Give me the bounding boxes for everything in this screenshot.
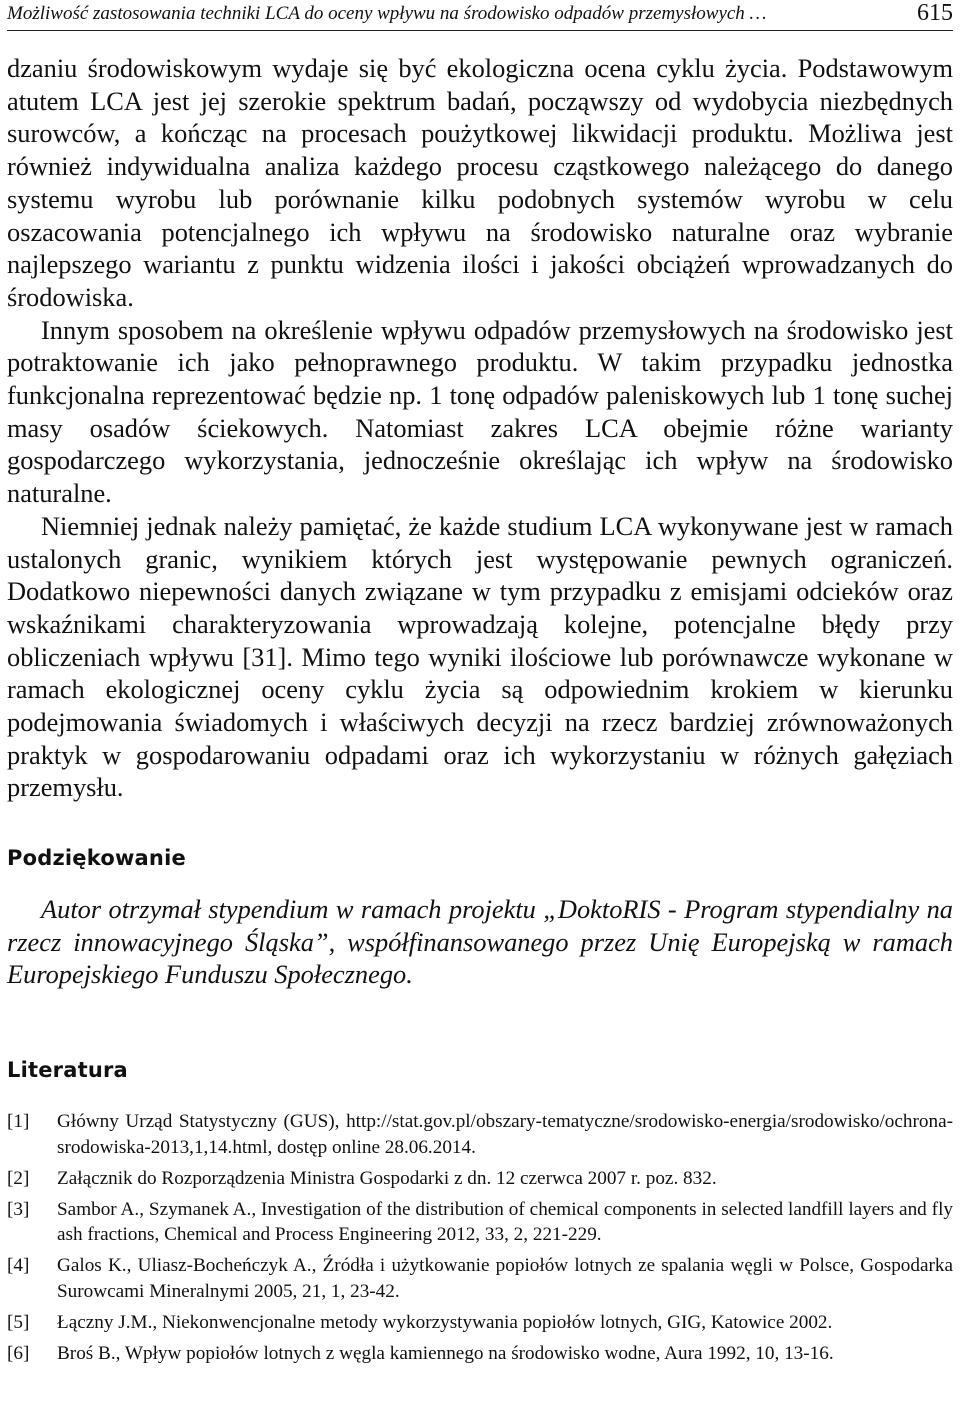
acknowledgement-heading: Podziękowanie [7, 846, 186, 870]
reference-text: Sambor A., Szymanek A., Investigation of the distribution of chemical components in selected landfill layers and fly ash fractions, Chemical and Process Engineering 2012, 33, 2, 221-229. [57, 1198, 953, 1245]
reference-item [7, 1341, 953, 1367]
paragraph-continuation: dzaniu środowiskowym wydaje się być ekologiczna ocena cyklu życia. Podstawowym atutem LCA jest jej szerokie spektrum badań, począwszy od wydobycia niezbędnych surowców, a kończąc na procesach poużytkowej likwidacji produktu. Możliwa jest również indywidualna analiza każdego procesu cząstkowego należącego do danego systemu wyrobu lub porównanie kilku podobnych systemów wyrobu w celu oszacowania potencjalnego ich wpływu na środowisko naturalne oraz wybranie najlepszego wariantu z punktu widzenia ilości i jakości obciążeń wprowadzanych do środowiska. [7, 53, 953, 312]
acknowledgement-text: Autor otrzymał stypendium w ramach projektu „DoktoRIS - Program stypendialny na rzecz innowacyjnego Śląska”, współfinansowanego przez Unię Europejską w ramach Europejskiego Funduszu Społecznego. [7, 894, 953, 989]
reference-item [7, 1310, 953, 1336]
reference-number: [3] [7, 1198, 30, 1220]
page-number: 615 [917, 0, 953, 26]
reference-number: [5] [7, 1311, 30, 1333]
reference-text: Broś B., Wpływ popiołów lotnych z węgla kamiennego na środowisko wodne, Aura 1992, 10, 13-16. [57, 1342, 834, 1364]
body-text [7, 52, 953, 804]
reference-list [7, 1109, 953, 1372]
reference-number: [2] [7, 1167, 30, 1189]
reference-number: [6] [7, 1342, 30, 1364]
reference-item [7, 1253, 953, 1304]
paragraph-lca-limitations: Niemniej jednak należy pamiętać, że każde studium LCA wykonywane jest w ramach ustalonych granic, wynikiem których jest występowanie pewnych ograniczeń. Dodatkowo niepewności danych związane w tym przypadku z emisjami odcieków oraz wskaźnikami charakteryzowania wprowadzają kolejne, potencjalne błędy przy obliczeniach wpływu [31]. Mimo tego wyniki ilościowe lub porównawcze wykonane w ramach ekologicznej oceny cyklu życia są odpowiednim krokiem w kierunku podejmowania świadomych i właściwych decyzji na rzecz bardziej zrównoważonych praktyk w gospodarowaniu odpadami oraz ich wykorzystaniu w różnych gałęziach przemysłu. [7, 510, 953, 803]
references-heading: Literatura [7, 1058, 128, 1082]
reference-number: [1] [7, 1111, 30, 1132]
paragraph-waste-as-product: Innym sposobem na określenie wpływu odpadów przemysłowych na środowisko jest potraktowanie ich jako pełnoprawnego produktu. W takim przypadku jednostka funkcjonalna reprezentować będzie np. 1 tonę odpadów paleniskowych lub 1 tonę suchej masy osadów ściekowych. Natomiast zakres LCA obejmie różne warianty gospodarczego wykorzystania, jednocześnie określając ich wpływ na środowisko naturalne. [7, 314, 953, 509]
reference-text: Załącznik do Rozporządzenia Ministra Gospodarki z dn. 12 czerwca 2007 r. poz. 832. [57, 1167, 717, 1189]
reference-text: Galos K., Uliasz-Bocheńczyk A., Źródła i użytkowanie popiołów lotnych ze spalania węgli w Polsce, Gospodarka Surowcami Mineralnymi 2005, 21, 1, 23-42. [57, 1255, 953, 1302]
reference-item [7, 1109, 953, 1160]
reference-item [7, 1166, 953, 1192]
reference-number: [4] [7, 1255, 30, 1276]
reference-text: Główny Urząd Statystyczny (GUS), http://stat.gov.pl/obszary-tematyczne/srodowisko-energia/srodowisko/ochrona-srodowiska-2013,1,14.html, dostęp online 28.06.2014. [57, 1111, 953, 1158]
reference-item [7, 1197, 953, 1248]
running-title: Możliwość zastosowania techniki LCA do oceny wpływu na środowisko odpadów przemysłowych … [7, 3, 767, 24]
reference-text: Łączny J.M., Niekonwencjonalne metody wykorzystywania popiołów lotnych, GIG, Katowice 2002. [57, 1311, 833, 1333]
running-header [7, 0, 953, 31]
